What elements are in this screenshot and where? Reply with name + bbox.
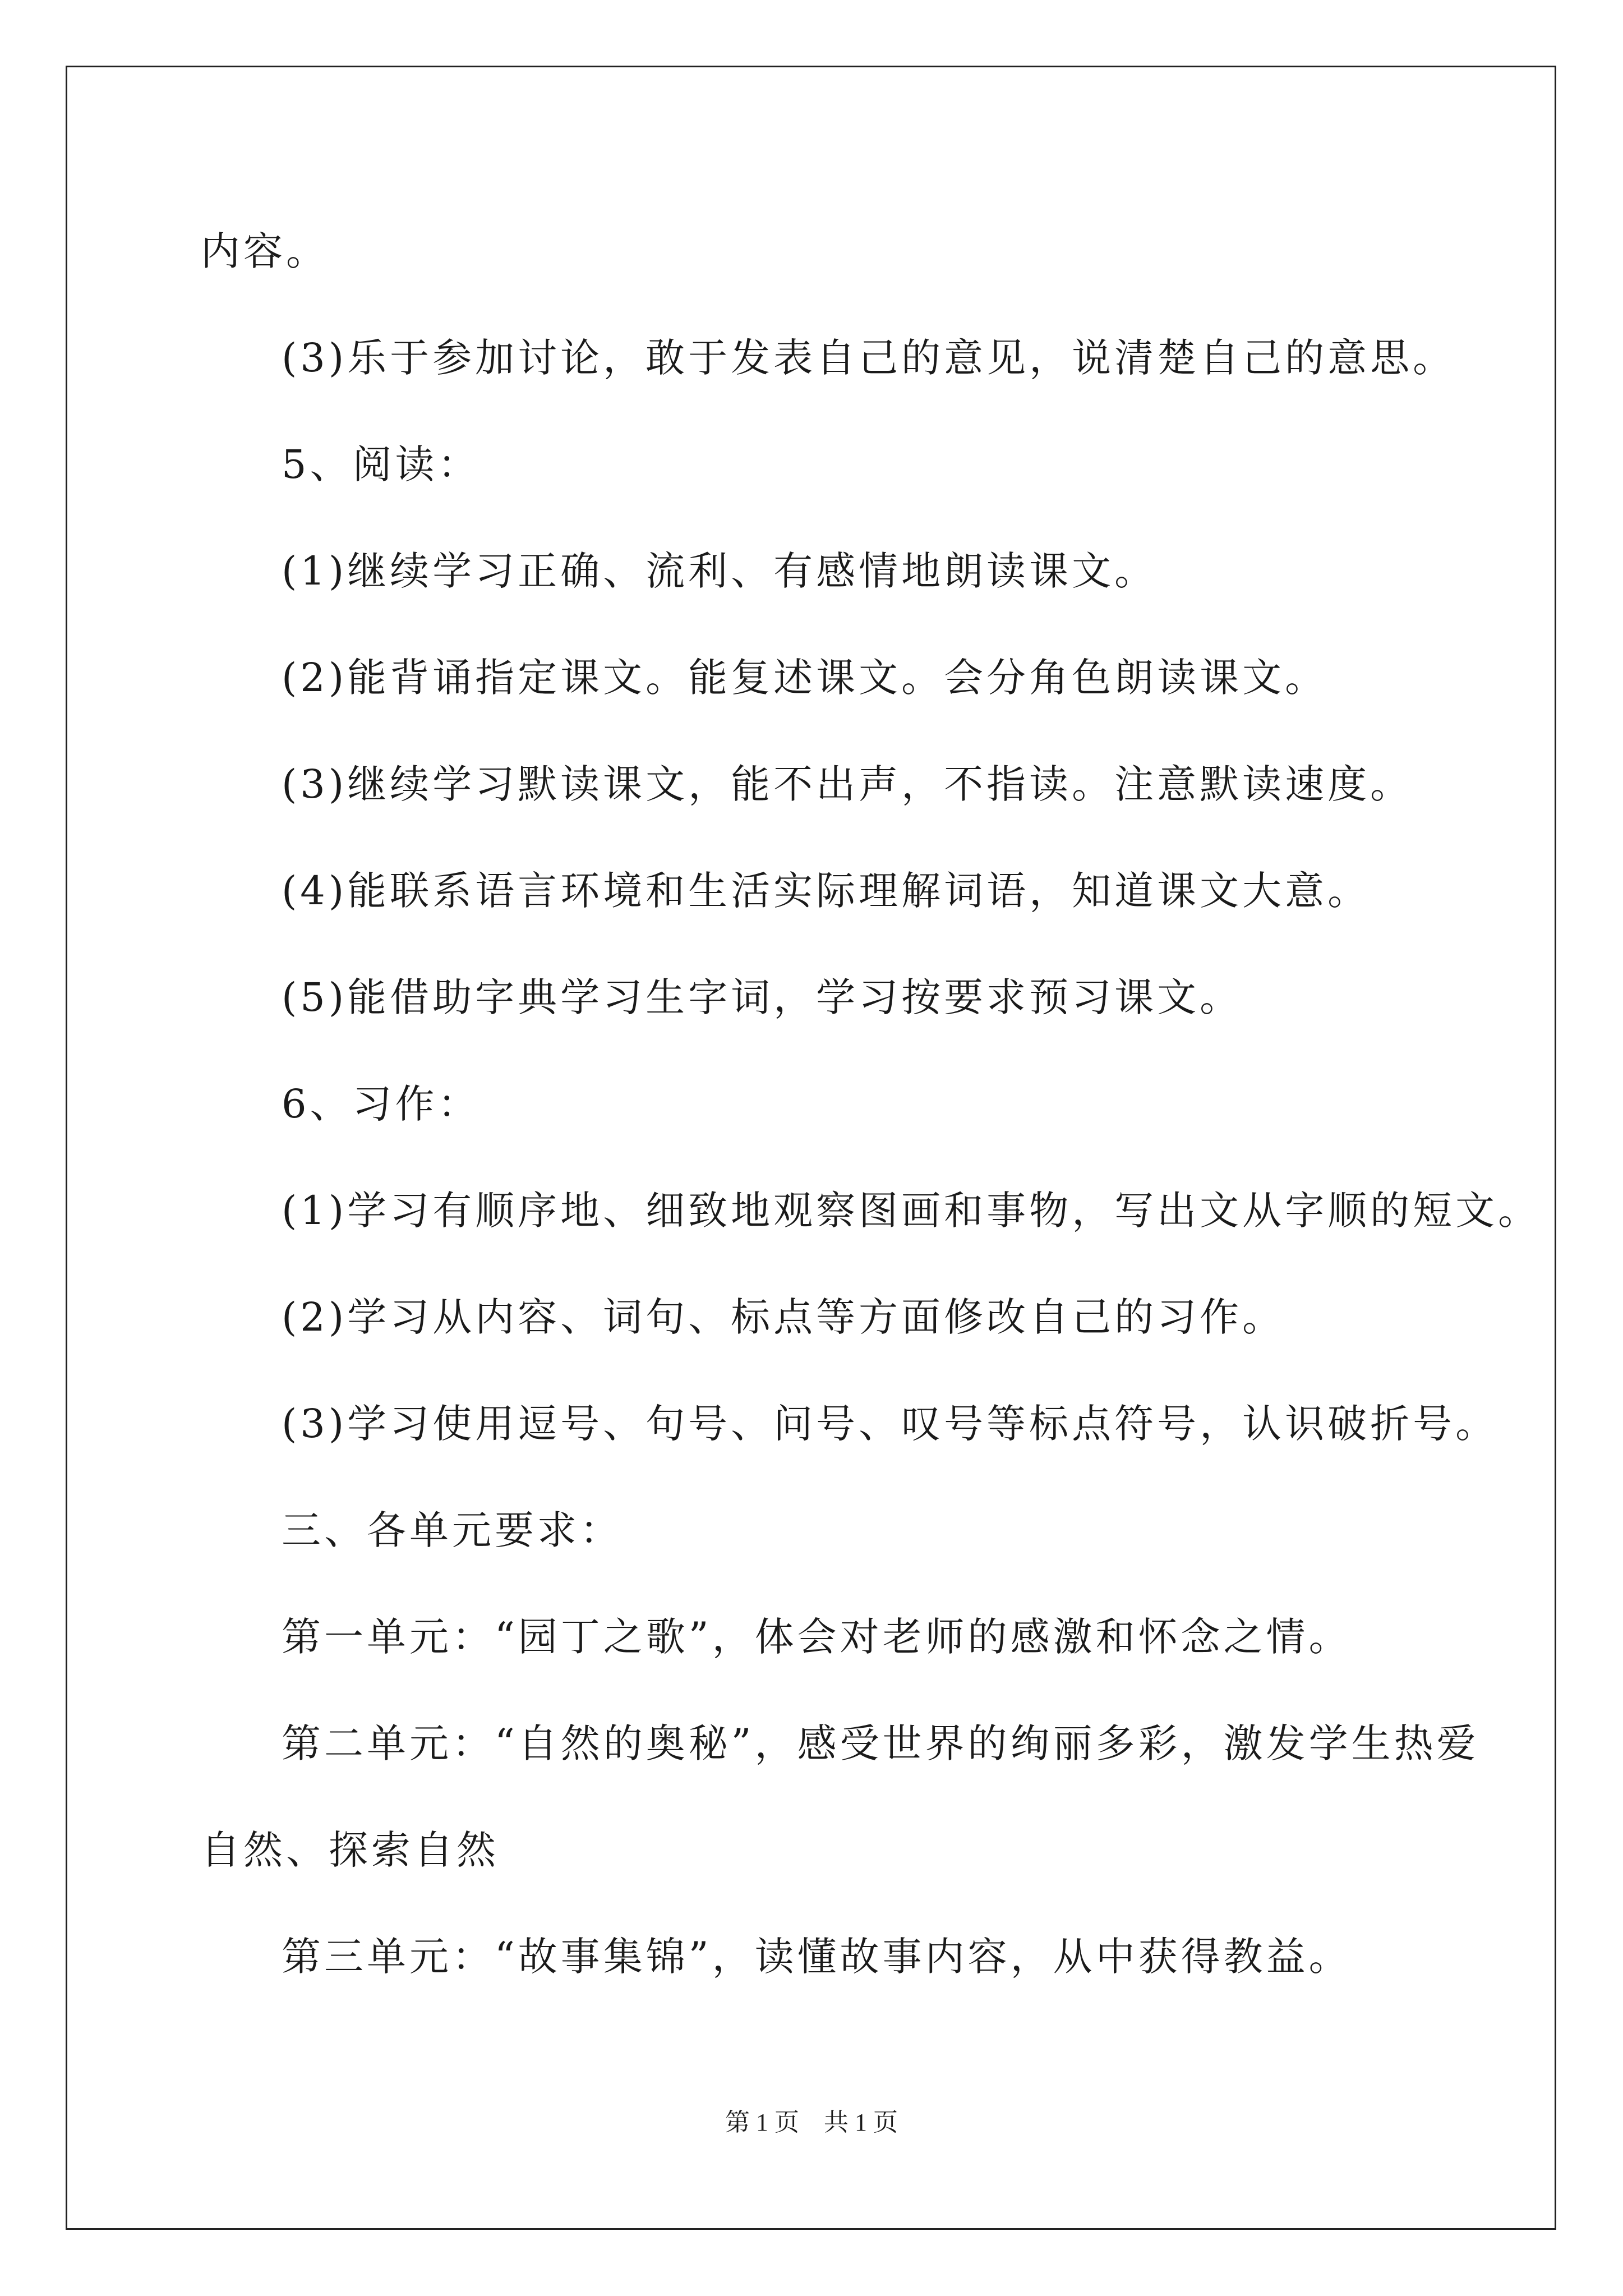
text-line: 内容。 (201, 228, 329, 274)
section-heading: 6、习作： (282, 1081, 481, 1127)
text-line: (1)继续学习正确、流利、有感情地朗读课文。 (282, 548, 1158, 594)
text-line: (5)能借助字典学习生字词，学习按要求预习课文。 (282, 974, 1243, 1020)
text-line: 自然、探索自然 (201, 1827, 499, 1873)
section-heading: 5、阅读： (282, 441, 481, 487)
text-line: (4)能联系语言环境和生活实际理解词语，知道课文大意。 (282, 868, 1371, 914)
text-line: (3)学习使用逗号、句号、问号、叹号等标点符号，认识破折号。 (282, 1401, 1498, 1447)
text-line: 第二单元：“自然的奥秘”，感受世界的绚丽多彩，激发学生热爱 (282, 1720, 1479, 1766)
text-line: (1)学习有顺序地、细致地观察图画和事物，写出文从字顺的短文。 (282, 1188, 1541, 1234)
text-line: (3)乐于参加讨论，敢于发表自己的意见，说清楚自己的意思。 (282, 335, 1456, 381)
page-frame (66, 66, 1556, 2230)
text-line: (2)能背诵指定课文。能复述课文。会分角色朗读课文。 (282, 655, 1328, 701)
text-line: 第一单元：“园丁之歌”，体会对老师的感激和怀念之情。 (282, 1614, 1352, 1660)
section-heading: 三、各单元要求： (282, 1507, 623, 1553)
text-line: 第三单元：“故事集锦”，读懂故事内容，从中获得教益。 (282, 1934, 1352, 1980)
text-line: (2)学习从内容、词句、标点等方面修改自己的习作。 (282, 1294, 1285, 1340)
page-number-footer: 第 1 页 共 1 页 (725, 2109, 898, 2136)
text-line: (3)继续学习默读课文，能不出声，不指读。注意默读速度。 (282, 761, 1413, 807)
